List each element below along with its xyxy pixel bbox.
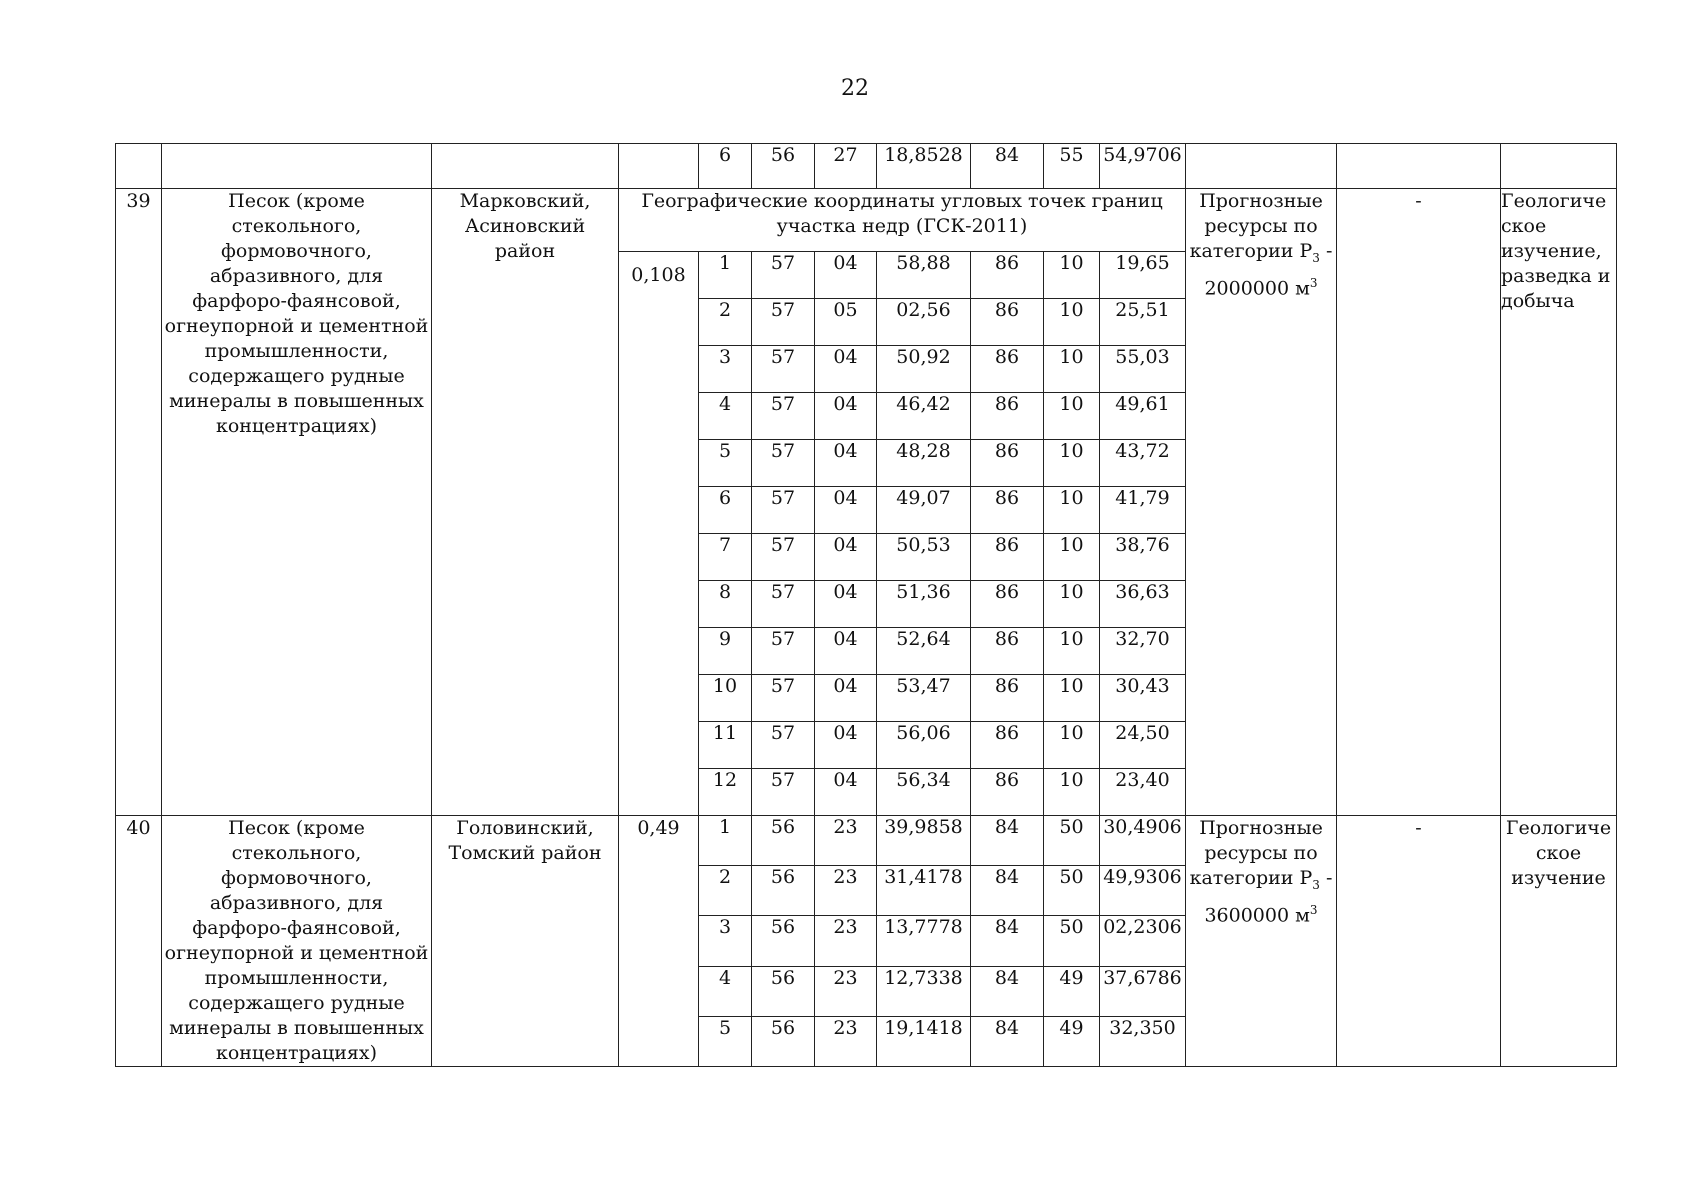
lon-degrees: 86 — [971, 252, 1044, 299]
mineral-cell — [162, 144, 432, 189]
purpose: Геологиче ское изучение — [1501, 816, 1617, 1067]
area-cell — [619, 144, 699, 189]
lat-seconds: 19,1418 — [877, 1016, 971, 1066]
lat-minutes: 23 — [815, 866, 877, 916]
lat-degrees: 57 — [752, 299, 815, 346]
lat-degrees: 57 — [752, 252, 815, 299]
lon-degrees: 86 — [971, 487, 1044, 534]
lat-minutes: 23 — [815, 966, 877, 1016]
lat-seconds: 39,9858 — [877, 816, 971, 866]
lon-degrees: 84 — [971, 866, 1044, 916]
lon-minutes: 49 — [1044, 966, 1100, 1016]
lon-degrees: 86 — [971, 393, 1044, 440]
lon-degrees: 86 — [971, 346, 1044, 393]
lon-seconds: 49,9306 — [1100, 866, 1186, 916]
dash-cell: - — [1337, 816, 1501, 1067]
lat-seconds: 53,47 — [877, 675, 971, 722]
lat-degrees: 56 — [752, 144, 815, 189]
lat-minutes: 23 — [815, 816, 877, 866]
unit-superscript: 3 — [1309, 902, 1318, 917]
table-row — [116, 816, 1617, 866]
lat-seconds: 50,92 — [877, 346, 971, 393]
area: 0,49 — [619, 816, 699, 1067]
lon-seconds: 32,70 — [1100, 628, 1186, 675]
table-body — [116, 144, 1617, 1067]
lat-degrees: 57 — [752, 675, 815, 722]
location: Головинский, Томский район — [432, 816, 619, 1067]
point-number: 3 — [699, 346, 752, 393]
purpose: Геологиче ское изучение, разведка и добыча — [1501, 189, 1617, 816]
lat-minutes: 27 — [815, 144, 877, 189]
lon-degrees: 86 — [971, 628, 1044, 675]
lon-degrees: 84 — [971, 816, 1044, 866]
lat-seconds: 50,53 — [877, 534, 971, 581]
lat-seconds: 18,8528 — [877, 144, 971, 189]
lon-seconds: 24,50 — [1100, 722, 1186, 769]
lat-degrees: 57 — [752, 393, 815, 440]
subsoil-plots-table — [115, 143, 1617, 1067]
lon-degrees: 86 — [971, 675, 1044, 722]
purpose-cell — [1501, 144, 1617, 189]
point-number: 12 — [699, 769, 752, 816]
lon-degrees: 84 — [971, 966, 1044, 1016]
lat-seconds: 58,88 — [877, 252, 971, 299]
lon-seconds: 30,4906 — [1100, 816, 1186, 866]
lat-degrees: 56 — [752, 916, 815, 966]
lon-seconds: 23,40 — [1100, 769, 1186, 816]
lon-minutes: 10 — [1044, 252, 1100, 299]
lat-minutes: 04 — [815, 769, 877, 816]
lon-minutes: 55 — [1044, 144, 1100, 189]
point-number: 8 — [699, 581, 752, 628]
table-row — [116, 144, 1617, 189]
lon-degrees: 84 — [971, 916, 1044, 966]
lon-seconds: 30,43 — [1100, 675, 1186, 722]
lon-minutes: 10 — [1044, 393, 1100, 440]
lon-minutes: 10 — [1044, 722, 1100, 769]
lon-degrees: 86 — [971, 534, 1044, 581]
lat-degrees: 57 — [752, 487, 815, 534]
lon-minutes: 10 — [1044, 346, 1100, 393]
lat-minutes: 04 — [815, 722, 877, 769]
point-number: 6 — [699, 487, 752, 534]
lon-degrees: 86 — [971, 769, 1044, 816]
lon-minutes: 10 — [1044, 675, 1100, 722]
point-number: 4 — [699, 966, 752, 1016]
point-number: 3 — [699, 916, 752, 966]
location-cell — [432, 144, 619, 189]
lon-degrees: 84 — [971, 1016, 1044, 1066]
lon-seconds: 37,6786 — [1100, 966, 1186, 1016]
point-number: 2 — [699, 866, 752, 916]
entry-number: 39 — [116, 189, 162, 816]
lon-minutes: 10 — [1044, 487, 1100, 534]
point-number: 2 — [699, 299, 752, 346]
lat-degrees: 57 — [752, 581, 815, 628]
resources-text: Прогнозные ресурсы по категории P — [1189, 817, 1323, 889]
point-number: 10 — [699, 675, 752, 722]
lat-degrees: 57 — [752, 722, 815, 769]
lon-degrees: 86 — [971, 722, 1044, 769]
lat-minutes: 04 — [815, 487, 877, 534]
lat-seconds: 56,34 — [877, 769, 971, 816]
point-number: 5 — [699, 440, 752, 487]
lon-seconds: 25,51 — [1100, 299, 1186, 346]
lat-minutes: 04 — [815, 393, 877, 440]
lat-minutes: 04 — [815, 581, 877, 628]
lat-degrees: 57 — [752, 628, 815, 675]
lon-seconds: 43,72 — [1100, 440, 1186, 487]
lat-degrees: 57 — [752, 440, 815, 487]
lat-minutes: 04 — [815, 252, 877, 299]
lon-minutes: 10 — [1044, 534, 1100, 581]
point-number: 11 — [699, 722, 752, 769]
point-number: 9 — [699, 628, 752, 675]
lat-seconds: 46,42 — [877, 393, 971, 440]
lon-seconds: 36,63 — [1100, 581, 1186, 628]
dash-cell: - — [1337, 189, 1501, 816]
lat-degrees: 57 — [752, 346, 815, 393]
resources-amount: - 3600000 м — [1204, 867, 1333, 927]
lon-degrees: 86 — [971, 581, 1044, 628]
resources-text: Прогнозные ресурсы по категории P — [1189, 190, 1323, 262]
lon-minutes: 49 — [1044, 1016, 1100, 1066]
lat-degrees: 56 — [752, 816, 815, 866]
lon-minutes: 10 — [1044, 440, 1100, 487]
lat-minutes: 04 — [815, 675, 877, 722]
lon-degrees: 86 — [971, 440, 1044, 487]
lon-minutes: 10 — [1044, 769, 1100, 816]
point-number: 1 — [699, 816, 752, 866]
point-number: 5 — [699, 1016, 752, 1066]
lat-seconds: 56,06 — [877, 722, 971, 769]
lat-degrees: 57 — [752, 769, 815, 816]
category-subscript: 3 — [1312, 250, 1320, 265]
lat-degrees: 56 — [752, 966, 815, 1016]
lon-minutes: 10 — [1044, 299, 1100, 346]
entry-number: 40 — [116, 816, 162, 1067]
lon-minutes: 50 — [1044, 916, 1100, 966]
lat-degrees: 57 — [752, 534, 815, 581]
lon-seconds: 19,65 — [1100, 252, 1186, 299]
lat-minutes: 04 — [815, 534, 877, 581]
lat-minutes: 23 — [815, 916, 877, 966]
lat-minutes: 05 — [815, 299, 877, 346]
lon-degrees: 84 — [971, 144, 1044, 189]
mineral-name: Песок (кроме стекольного, формовочного, абразивного, для фарфоро-фаянсовой, огнеупорной и цементной промышленности, содержащего рудные минералы в повышенных концентрациях) — [162, 189, 432, 816]
resources-cell — [1186, 816, 1337, 1067]
lat-minutes: 23 — [815, 1016, 877, 1066]
lon-minutes: 10 — [1044, 581, 1100, 628]
lat-seconds: 52,64 — [877, 628, 971, 675]
lon-minutes: 50 — [1044, 866, 1100, 916]
number-cell — [116, 144, 162, 189]
lat-minutes: 04 — [815, 628, 877, 675]
lat-seconds: 48,28 — [877, 440, 971, 487]
resources-cell — [1186, 144, 1337, 189]
category-subscript: 3 — [1312, 877, 1320, 892]
lon-minutes: 10 — [1044, 628, 1100, 675]
point-number: 1 — [699, 252, 752, 299]
lon-minutes: 50 — [1044, 816, 1100, 866]
lon-seconds: 55,03 — [1100, 346, 1186, 393]
lon-seconds: 41,79 — [1100, 487, 1186, 534]
location: Марковский, Асиновский район — [432, 189, 619, 816]
lon-seconds: 49,61 — [1100, 393, 1186, 440]
lat-seconds: 12,7338 — [877, 966, 971, 1016]
resources-cell — [1186, 189, 1337, 816]
lon-seconds: 54,9706 — [1100, 144, 1186, 189]
unit-superscript: 3 — [1309, 275, 1318, 290]
lat-seconds: 13,7778 — [877, 916, 971, 966]
area: 0,108 — [619, 252, 699, 816]
lon-seconds: 38,76 — [1100, 534, 1186, 581]
lon-degrees: 86 — [971, 299, 1044, 346]
lat-seconds: 02,56 — [877, 299, 971, 346]
lat-seconds: 31,4178 — [877, 866, 971, 916]
lat-degrees: 56 — [752, 1016, 815, 1066]
lat-seconds: 51,36 — [877, 581, 971, 628]
mineral-name: Песок (кроме стекольного, формовочного, абразивного, для фарфоро-фаянсовой, огнеупорной и цементной промышленности, содержащего рудные минералы в повышенных концентрациях) — [162, 816, 432, 1067]
lat-seconds: 49,07 — [877, 487, 971, 534]
coordinates-header: Географические координаты угловых точек границ участка недр (ГСК-2011) — [619, 189, 1186, 252]
point-number: 7 — [699, 534, 752, 581]
table-row — [116, 189, 1617, 252]
lat-minutes: 04 — [815, 440, 877, 487]
lat-degrees: 56 — [752, 866, 815, 916]
dash-cell — [1337, 144, 1501, 189]
resources-amount: - 2000000 м — [1204, 240, 1333, 300]
lon-seconds: 02,2306 — [1100, 916, 1186, 966]
point-number: 6 — [699, 144, 752, 189]
point-number: 4 — [699, 393, 752, 440]
page-number: 22 — [841, 76, 869, 101]
lon-seconds: 32,350 — [1100, 1016, 1186, 1066]
lat-minutes: 04 — [815, 346, 877, 393]
